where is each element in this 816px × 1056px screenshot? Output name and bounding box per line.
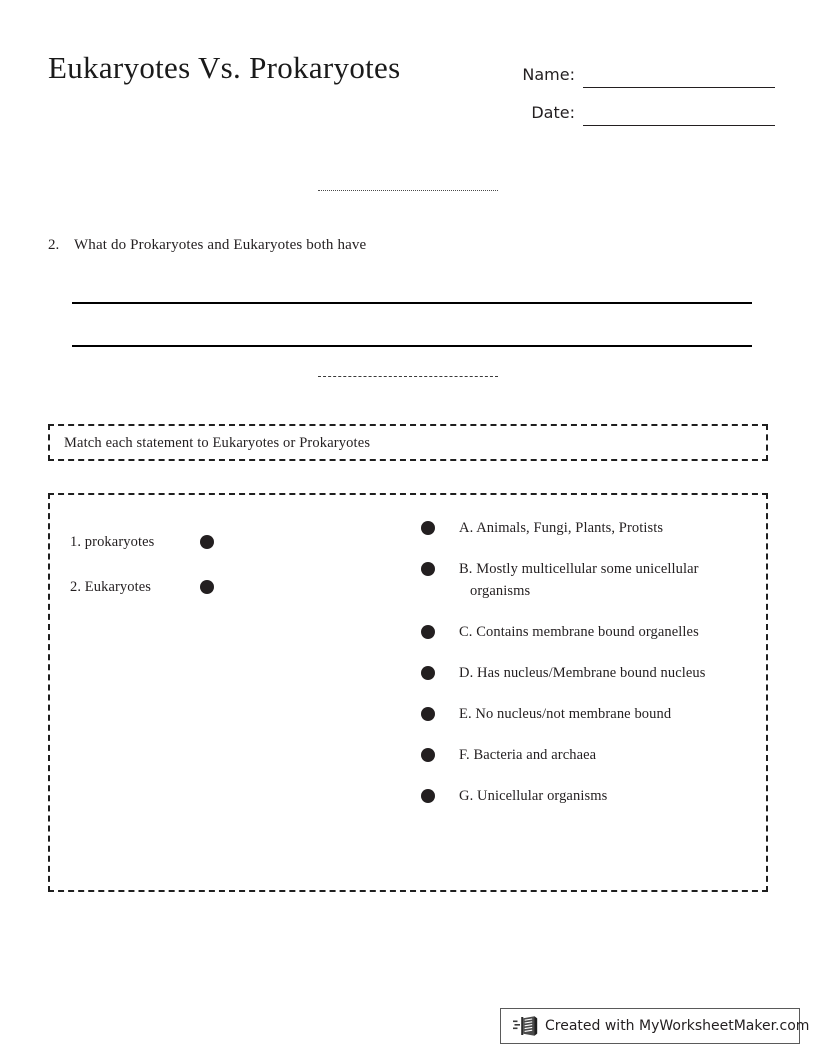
date-field-row <box>505 88 775 126</box>
match-dot-icon[interactable] <box>200 535 214 549</box>
question-text: What do Prokaryotes and Eukaryotes both have <box>74 237 367 253</box>
match-dot-icon[interactable] <box>421 707 435 721</box>
footer-attribution-badge[interactable] <box>500 1008 810 1044</box>
list-item <box>421 517 751 539</box>
right-dot-wrap <box>421 621 459 639</box>
right-dot-wrap <box>421 703 459 721</box>
list-item <box>421 621 751 643</box>
right-dot-wrap <box>421 662 459 680</box>
matching-right-column <box>421 517 751 826</box>
name-date-block <box>505 50 775 126</box>
instruction-box <box>48 424 768 461</box>
list-item <box>70 519 290 564</box>
name-input-line[interactable] <box>583 67 775 88</box>
right-dot-wrap <box>421 744 459 762</box>
right-dot-wrap <box>421 558 459 576</box>
right-item-label: F. Bacteria and archaea <box>459 747 597 763</box>
left-dot-wrap <box>200 535 240 549</box>
answer-line-1[interactable] <box>72 302 752 304</box>
right-item-label: G. Unicellular organisms <box>459 788 608 804</box>
match-dot-icon[interactable] <box>200 580 214 594</box>
match-dot-icon[interactable] <box>421 521 435 535</box>
matching-exercise-box <box>48 493 768 892</box>
match-dot-icon[interactable] <box>421 562 435 576</box>
right-item-label: A. Animals, Fungi, Plants, Protists <box>459 520 664 536</box>
date-input-line[interactable] <box>583 105 775 126</box>
right-item-label: E. No nucleus/not membrane bound <box>459 706 672 722</box>
right-item-label: C. Contains membrane bound organelles <box>459 624 699 640</box>
right-item-label: B. Mostly multicellular some unicellular organisms <box>459 561 699 599</box>
matching-left-column <box>70 519 290 609</box>
list-item <box>70 564 290 609</box>
footer-text: Created with MyWorksheetMaker.com <box>545 1018 810 1034</box>
worksheet-maker-logo-icon <box>513 1015 539 1037</box>
left-item-label: 2. Eukaryotes <box>70 578 152 595</box>
right-item-label: D. Has nucleus/Membrane bound nucleus <box>459 665 706 681</box>
question-block <box>48 234 748 256</box>
question-number: 2. <box>48 237 60 253</box>
list-item <box>421 662 751 684</box>
left-item-label: 1. prokaryotes <box>70 533 155 550</box>
page-title: Eukaryotes Vs. Prokaryotes <box>48 50 401 85</box>
match-dot-icon[interactable] <box>421 625 435 639</box>
match-dot-icon[interactable] <box>421 748 435 762</box>
name-field-row <box>505 50 775 88</box>
left-dot-wrap <box>200 580 240 594</box>
list-item <box>421 558 751 602</box>
list-item <box>421 785 751 807</box>
list-item <box>421 703 751 725</box>
right-dot-wrap <box>421 517 459 535</box>
dotted-separator-top <box>318 190 498 191</box>
answer-line-2[interactable] <box>72 345 752 347</box>
list-item <box>421 744 751 766</box>
match-dot-icon[interactable] <box>421 789 435 803</box>
dashed-separator-middle <box>318 376 498 377</box>
match-dot-icon[interactable] <box>421 666 435 680</box>
name-label: Name: <box>522 65 575 84</box>
instruction-text: Match each statement to Eukaryotes or Prokaryotes <box>64 434 371 451</box>
right-dot-wrap <box>421 785 459 803</box>
date-label: Date: <box>531 103 575 122</box>
